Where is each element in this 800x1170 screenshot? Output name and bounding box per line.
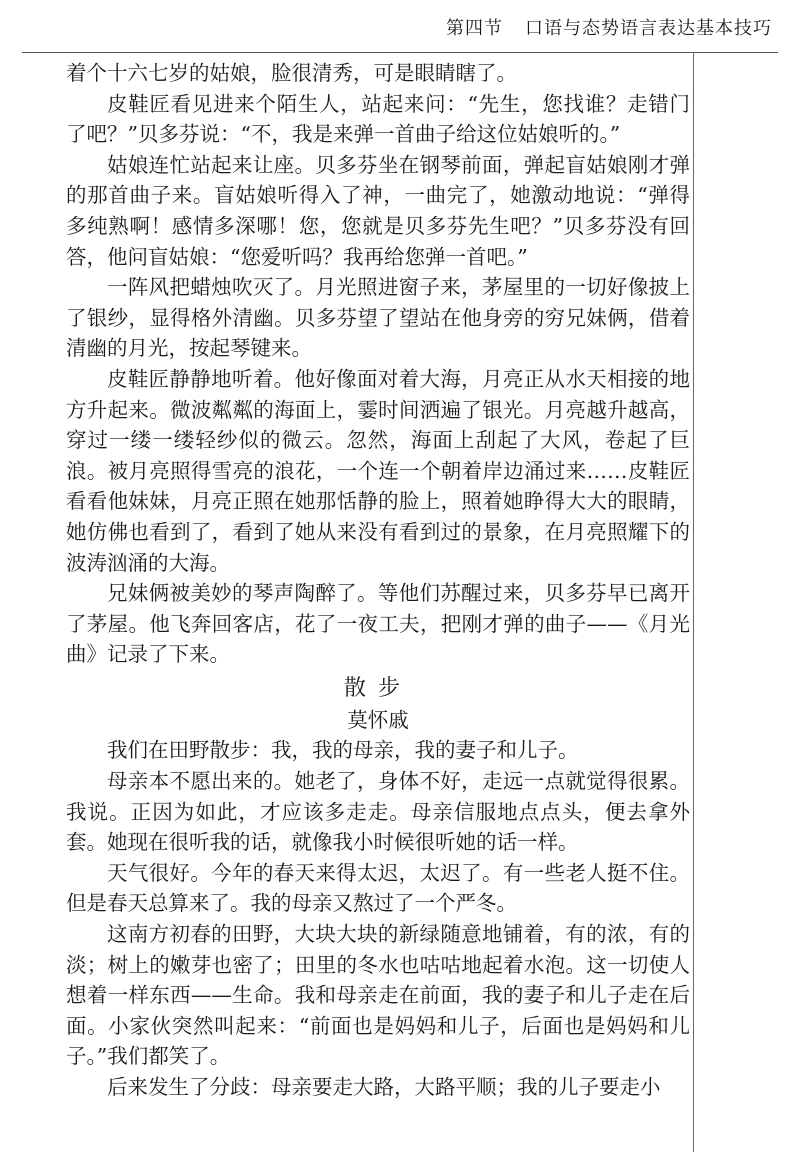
paragraph: 着个十六七岁的姑娘，脸很清秀，可是眼睛瞎了。: [66, 61, 517, 85]
paragraph: 我们在田野散步：我，我的母亲，我的妻子和儿子。: [107, 738, 579, 763]
paragraph: 姑娘连忙站起来让座。贝多芬坐在钢琴前面，弹起盲姑娘刚才弹的那首曲子来。盲姑娘听得入了神，一曲完了，她激动地说：“弹得多纯熟啊！感情多深哪！您，您就是贝多芬先生吧？”贝多芬没有回答，他问盲姑娘：“您爱听吗？我再给您弹一首吧。”: [66, 152, 690, 269]
paragraph: 天气很好。今年的春天来得太迟，太迟了。有一些老人挺不住。但是春天总算来了。我的母亲又熬过了一个严冬。: [66, 860, 690, 916]
essay-title: 散步: [343, 675, 412, 701]
header-rule: [22, 52, 778, 53]
paragraph: 后来发生了分歧：母亲要走大路，大路平顺；我的儿子要走小: [107, 1075, 661, 1099]
section-title: 口语与态势语言表达基本技巧: [525, 18, 772, 39]
essay-author: 莫怀戚: [347, 707, 409, 732]
paragraph: 皮鞋匠静静地听着。他好像面对着大海，月亮正从水天相接的地方升起来。微波粼粼的海面上，霎时间洒遍了银光。月亮越升越高，穿过一缕一缕轻纱似的微云。忽然，海面上刮起了大风，卷起了巨浪。被月亮照得雪亮的浪花，一个连一个朝着岸边涌过来……皮鞋匠看看他妹妹，月亮正照在她那恬静的脸上，照着她睁得大大的眼睛，她仿佛也看到了，看到了她从来没有看到过的景象，在月亮照耀下的波涛汹涌的大海。: [66, 366, 690, 575]
running-header: [446, 14, 772, 40]
section-number: 第四节: [446, 18, 503, 39]
page-body: [66, 58, 690, 1103]
paragraph: 皮鞋匠看见进来个陌生人，站起来问：“先生，您找谁？走错门了吧？”贝多芬说：“不，我是来弹一首曲子给这位姑娘听的。”: [66, 91, 690, 147]
paragraph: 母亲本不愿出来的。她老了，身体不好，走远一点就觉得很累。我说。正因为如此，才应该多走走。母亲信服地点点头，便去拿外套。她现在很听我的话，就像我小时候很听她的话一样。: [66, 769, 690, 855]
paragraph: 一阵风把蜡烛吹灭了。月光照进窗子来，茅屋里的一切好像披上了银纱，显得格外清幽。贝多芬望了望站在他身旁的穷兄妹俩，借着清幽的月光，按起琴键来。: [66, 275, 690, 361]
paragraph: 这南方初春的田野，大块大块的新绿随意地铺着，有的浓，有的淡；树上的嫩芽也密了；田里的冬水也咕咕地起着水泡。这一切使人想着一样东西——生命。我和母亲走在前面，我的妻子和儿子走在后面。小家伙突然叫起来：“前面也是妈妈和儿子，后面也是妈妈和儿子。”我们都笑了。: [66, 922, 690, 1069]
margin-rule: [693, 52, 694, 1152]
paragraph: 兄妹俩被美妙的琴声陶醉了。等他们苏醒过来，贝多芬早已离开了茅屋。他飞奔回客店，花了一夜工夫，把刚才弹的曲子——《月光曲》记录了下来。: [66, 581, 690, 667]
